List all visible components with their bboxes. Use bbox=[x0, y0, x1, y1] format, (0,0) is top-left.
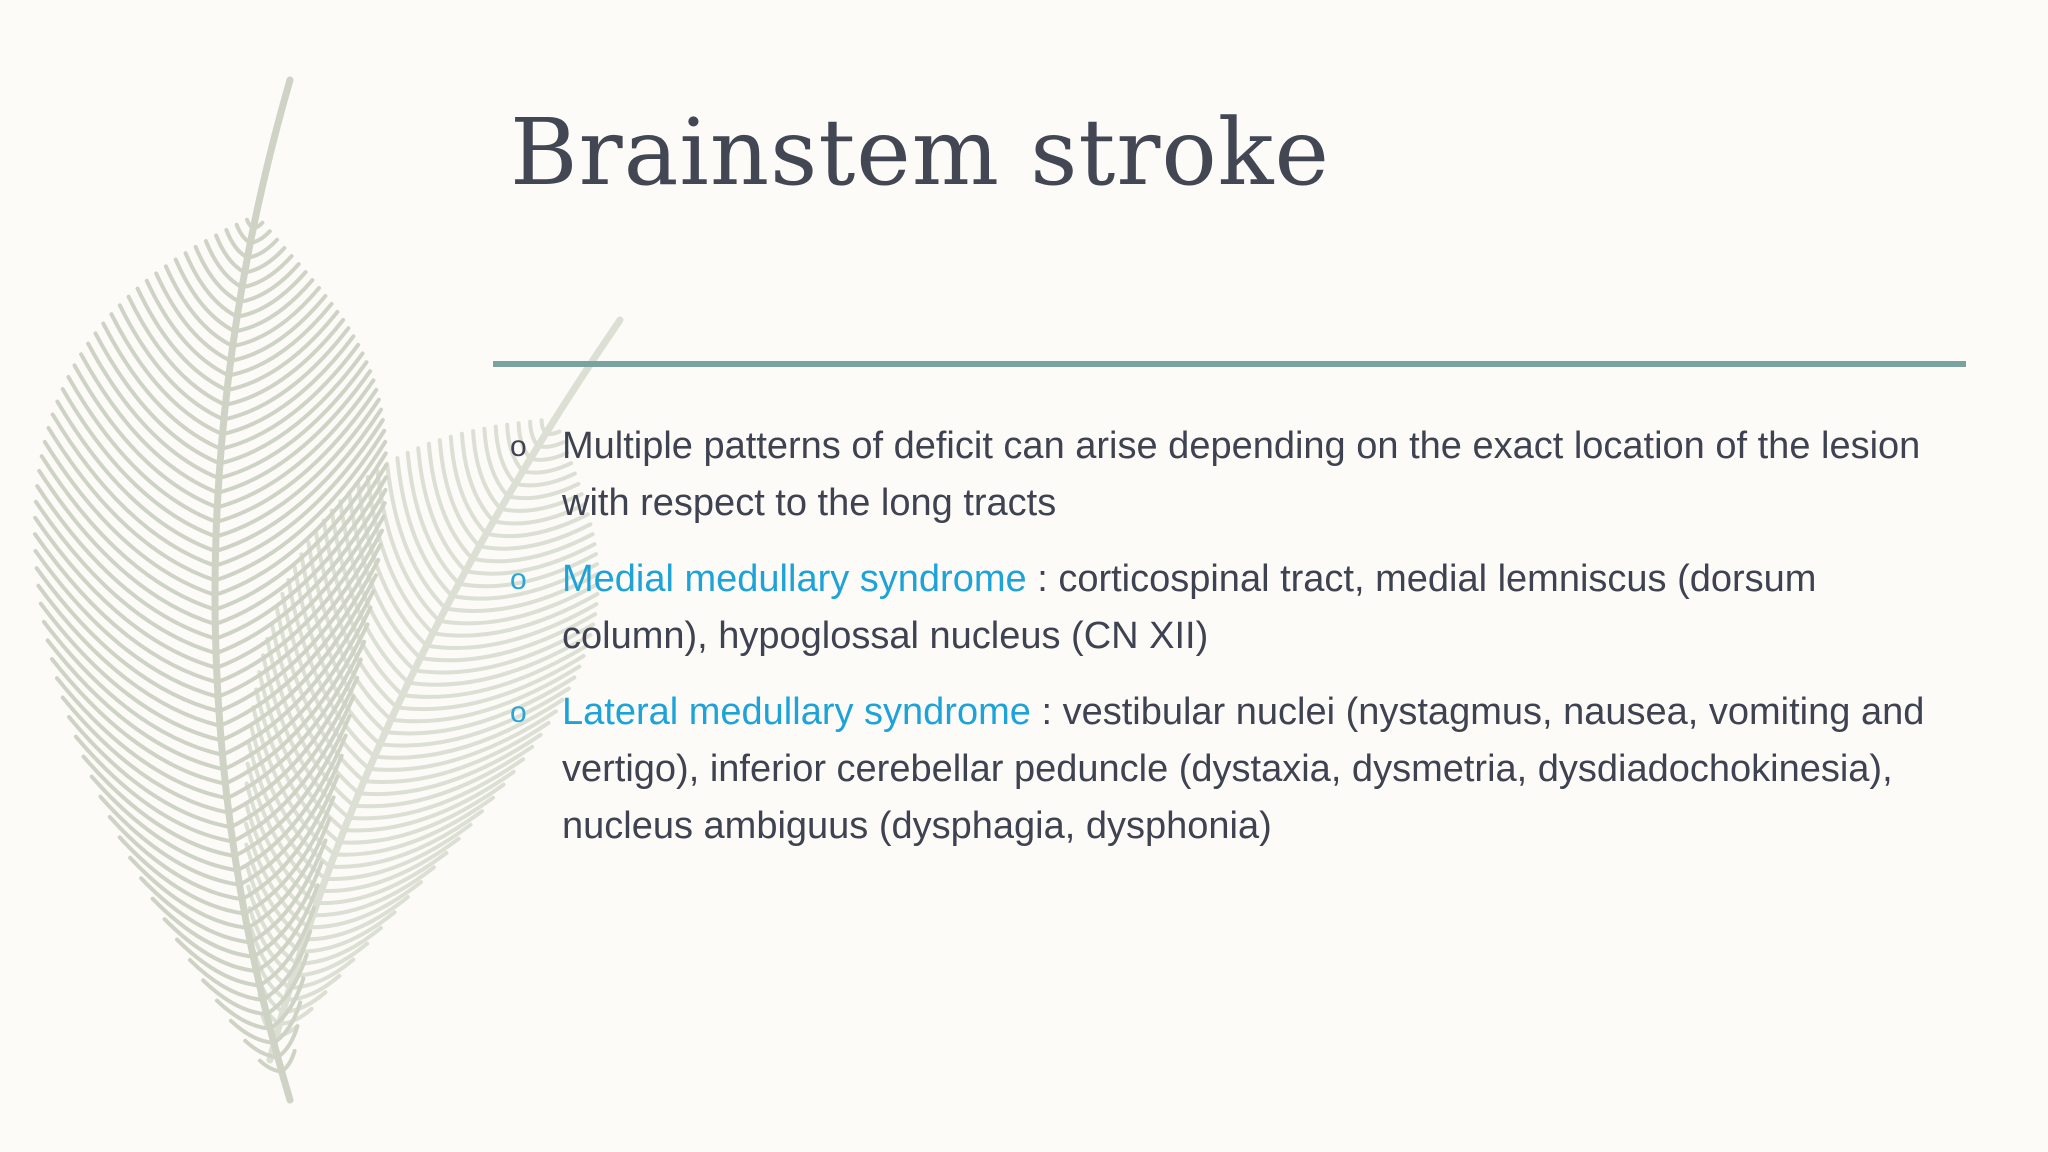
bullet-item bbox=[510, 418, 1950, 532]
slide-title: Brainstem stroke bbox=[510, 99, 1330, 206]
bullet-list bbox=[510, 418, 1950, 874]
bullet-item bbox=[510, 551, 1950, 665]
bullet-marker: o bbox=[510, 430, 527, 463]
bullet-text: Multiple patterns of deficit can arise depending on the exact location of the lesion with respect to the long tracts bbox=[562, 425, 1921, 524]
bullet-text: : vestibular nuclei (nystagmus, nausea, vomiting and vertigo), inferior cerebellar peduncle (dystaxia, dysmetria, dysdiadochokinesia), nucleus ambiguus (dysphagia, dysphonia) bbox=[562, 691, 1925, 847]
bullet-marker: o bbox=[510, 696, 527, 729]
bullet-marker: o bbox=[510, 563, 527, 596]
title-divider bbox=[493, 361, 1966, 367]
bullet-term: Medial medullary syndrome bbox=[562, 558, 1027, 600]
bullet-text: : corticospinal tract, medial lemniscus (dorsum column), hypoglossal nucleus (CN XII) bbox=[562, 558, 1817, 657]
bullet-term: Lateral medullary syndrome bbox=[562, 691, 1031, 733]
bullet-item bbox=[510, 684, 1950, 855]
